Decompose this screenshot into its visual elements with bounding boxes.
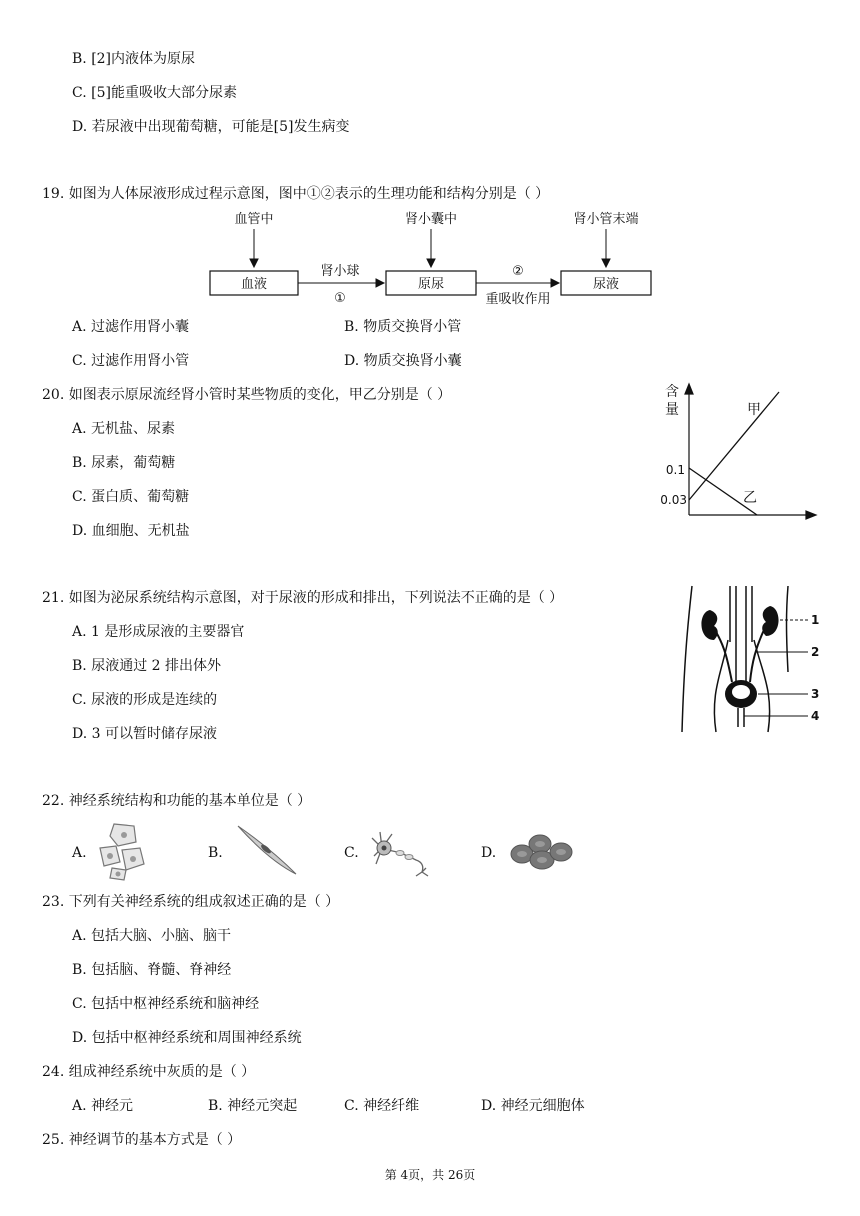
label-4: 4: [811, 709, 820, 723]
option-d: D. 若尿液中出现葡萄糖，可能是[5]发生病变: [72, 119, 350, 135]
page-footer: 第 4页，共 26页: [384, 1168, 476, 1182]
q23-option-a: A. 包括大脑、小脑、脑干: [72, 928, 232, 944]
arrow1-bottom: ①: [334, 291, 346, 306]
q19-option-b: B. 物质交换肾小管: [344, 319, 462, 335]
q21-option-a: A. 1 是形成尿液的主要器官: [72, 624, 245, 640]
label-2: 2: [811, 645, 820, 659]
q23-option-d: D. 包括中枢神经系统和周围神经系统: [72, 1030, 302, 1046]
y-tick-0-1: 0.1: [665, 463, 685, 477]
label-jia: 甲: [747, 402, 761, 418]
q22-option-d-letter: D.: [481, 845, 497, 861]
q24-option-a: A. 神经元: [72, 1098, 134, 1114]
q22-option-a-letter: A.: [72, 845, 87, 861]
urinary-system-figure: [670, 582, 830, 742]
y-label-2: 量: [665, 402, 679, 418]
q19-stem: 19. 如图为人体尿液形成过程示意图，图中①②表示的生理功能和结构分别是（ ）: [42, 186, 550, 202]
q22-stem: 22. 神经系统结构和功能的基本单位是（ ）: [42, 793, 312, 809]
q25-stem: 25. 神经调节的基本方式是（ ）: [42, 1132, 242, 1148]
box-blood: 血液: [240, 277, 268, 292]
neuron-image: [368, 822, 434, 878]
arrow2-top: ②: [512, 264, 524, 279]
urine-formation-diagram: [200, 205, 660, 315]
q23-stem: 23. 下列有关神经系统的组成叙述正确的是（ ）: [42, 894, 340, 910]
q24-option-b: B. 神经元突起: [208, 1098, 298, 1114]
q21-option-b: B. 尿液通过 2 排出体外: [72, 658, 221, 674]
label-yi: 乙: [743, 490, 757, 506]
label-renal-capsule: 肾小囊中: [404, 212, 458, 227]
label-tubule-end: 肾小管末端: [573, 212, 639, 227]
option-c: C. [5]能重吸收大部分尿素: [72, 85, 237, 101]
q20-option-a: A. 无机盐、尿素: [72, 421, 176, 437]
muscle-cell-image: [234, 822, 300, 878]
q22-option-b-letter: B.: [208, 845, 223, 861]
y-tick-0-03: 0.03: [660, 493, 687, 507]
q24-option-d: D. 神经元细胞体: [481, 1098, 585, 1114]
q21-stem: 21. 如图为泌尿系统结构示意图，对于尿液的形成和排出，下列说法不正确的是（ ）: [42, 590, 564, 606]
label-1: 1: [811, 613, 820, 627]
box-urine: 尿液: [592, 277, 620, 292]
q19-option-c: C. 过滤作用肾小管: [72, 353, 190, 369]
epithelial-cells-image: [96, 820, 152, 882]
option-b: B. [2]内液体为原尿: [72, 51, 196, 67]
arrow2-bottom: 重吸收作用: [485, 292, 551, 307]
q24-stem: 24. 组成神经系统中灰质的是（ ）: [42, 1064, 256, 1080]
box-primary-urine: 原尿: [417, 277, 445, 292]
q24-option-c: C. 神经纤维: [344, 1098, 420, 1114]
label-3: 3: [811, 687, 820, 701]
substance-change-graph: [655, 378, 830, 523]
q21-option-d: D. 3 可以暂时储存尿液: [72, 726, 217, 742]
q21-option-c: C. 尿液的形成是连续的: [72, 692, 218, 708]
q23-option-b: B. 包括脑、脊髓、脊神经: [72, 962, 232, 978]
q22-option-c-letter: C.: [344, 845, 359, 861]
q20-stem: 20. 如图表示原尿流经肾小管时某些物质的变化，甲乙分别是（ ）: [42, 387, 452, 403]
q20-option-b: B. 尿素，葡萄糖: [72, 455, 176, 471]
label-blood-vessel: 血管中: [234, 212, 274, 227]
y-label-1: 含: [665, 384, 679, 400]
q19-option-a: A. 过滤作用肾小囊: [72, 319, 190, 335]
blood-cells-image: [506, 832, 576, 872]
q20-option-d: D. 血细胞、无机盐: [72, 523, 190, 539]
q20-option-c: C. 蛋白质、葡萄糖: [72, 489, 190, 505]
q23-option-c: C. 包括中枢神经系统和脑神经: [72, 996, 260, 1012]
q19-option-d: D. 物质交换肾小囊: [344, 353, 462, 369]
arrow1-top: 肾小球: [320, 264, 360, 279]
line-jia: [689, 392, 779, 500]
